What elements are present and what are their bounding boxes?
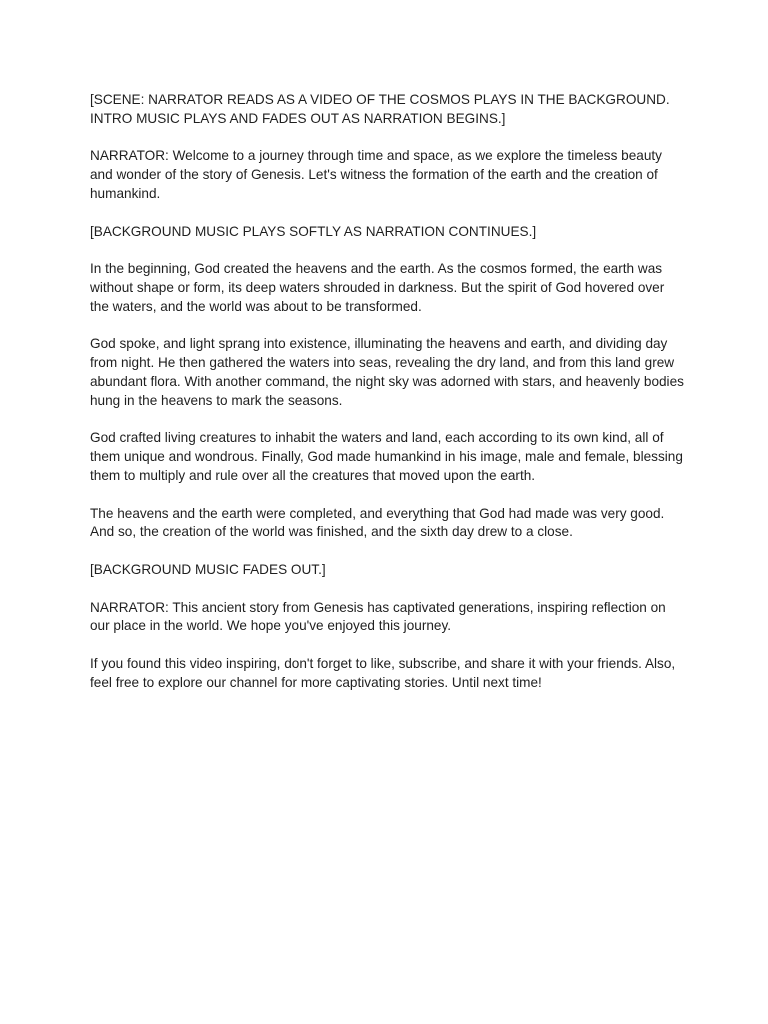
narrator-intro: NARRATOR: Welcome to a journey through time and space, as we explore the timeless beauty and wonder of the story of Genesis. Let's witness the formation of the earth and the creation of humankind. [90, 148, 662, 201]
scene-direction: [SCENE: NARRATOR READS AS A VIDEO OF THE COSMOS PLAYS IN THE BACKGROUND. INTRO MUSIC PLAYS AND FADES OUT AS NARRATION BEGINS.] [90, 92, 670, 126]
music-cue: [BACKGROUND MUSIC FADES OUT.] [90, 561, 326, 577]
narration-paragraph: The heavens and the earth were completed, and everything that God had made was very good. And so, the creation of the world was finished, and the sixth day drew to a close. [90, 505, 665, 540]
narration-paragraph: In the beginning, God created the heavens and the earth. As the cosmos formed, the earth was without shape or form, its deep waters shrouded in darkness. But the spirit of God hovered over the waters, and the world was about to be transformed. [90, 261, 665, 314]
document-body [90, 91, 685, 711]
narration-paragraph: God spoke, and light sprang into existence, illuminating the heavens and earth, and dividing day from night. He then gathered the waters into seas, revealing the dry land, and from this land grew abundant flora. With another command, the night sky was adorned with stars, and heavenly bodies hung in the heavens to mark the seasons. [90, 336, 684, 408]
music-cue: [BACKGROUND MUSIC PLAYS SOFTLY AS NARRATION CONTINUES.] [90, 223, 537, 239]
narration-paragraph: God crafted living creatures to inhabit the waters and land, each according to its own kind, all of them unique and wondrous. Finally, God made humankind in his image, male and female, blessing them to multiply and rule over all the creatures that moved upon the earth. [90, 430, 683, 483]
narrator-outro: NARRATOR: This ancient story from Genesis has captivated generations, inspiring reflection on our place in the world. We hope you've enjoyed this journey. [90, 599, 666, 634]
closing-call-to-action: If you found this video inspiring, don't forget to like, subscribe, and share it with your friends. Also, feel free to explore our channel for more captivating stories. Until next time! [90, 655, 676, 690]
